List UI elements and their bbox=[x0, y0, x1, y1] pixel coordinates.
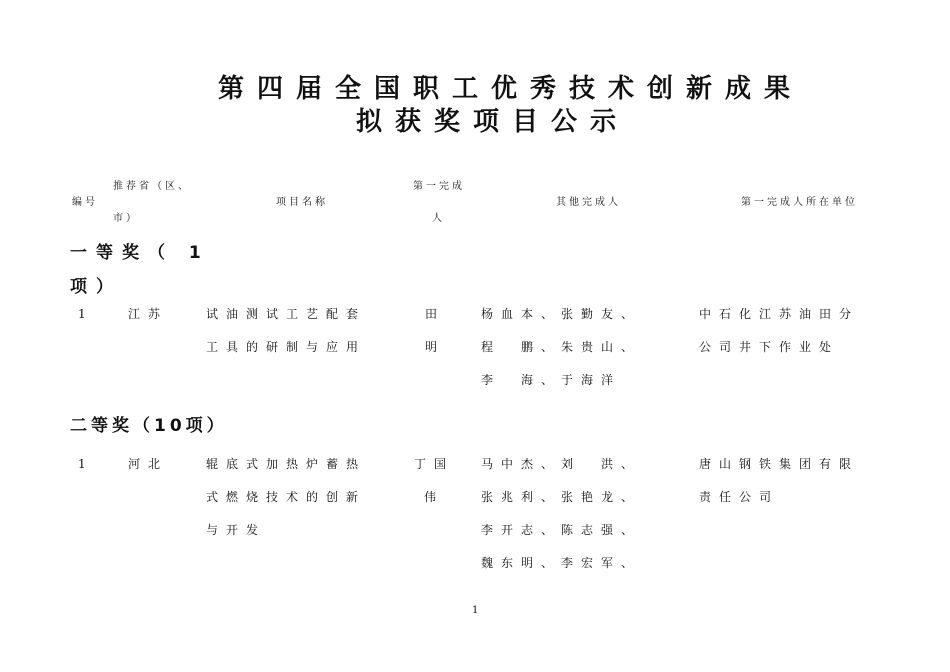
header-first-person-line2: 人 bbox=[432, 213, 445, 224]
header-province-line1: 推荐省（区、 bbox=[113, 181, 191, 192]
section-heading-first-prize-line2: 项） bbox=[70, 277, 122, 297]
header-province-line2: 市） bbox=[113, 213, 139, 224]
row-others-line3: 李开志、陈志强、 bbox=[481, 523, 642, 537]
document-title-line2: 拟获奖项目公示 bbox=[356, 107, 630, 137]
row-project-line2: 工具的研制与应用 bbox=[206, 340, 367, 354]
row-person-line1: 丁国 bbox=[414, 457, 455, 471]
row-others-line2: 张兆利、张艳龙、 bbox=[481, 490, 642, 504]
table-row bbox=[0, 298, 950, 398]
row-others-line1: 马中杰、刘 洪、 bbox=[481, 457, 642, 471]
page-number: 1 bbox=[472, 605, 479, 616]
section-heading-first-prize-line1: 一等奖（ 1 bbox=[70, 243, 210, 263]
row-person-line2: 伟 bbox=[424, 490, 445, 504]
row-unit-line2: 责任公司 bbox=[699, 490, 780, 504]
row-project-line1: 试油测试工艺配套 bbox=[206, 307, 367, 321]
row-others-line4: 魏东明、李宏军、 bbox=[481, 556, 642, 570]
row-project-line2: 式燃烧技术的创新 bbox=[206, 490, 367, 504]
row-project-line1: 辊底式加热炉蓄热 bbox=[206, 457, 367, 471]
row-others-line3: 李 海、于海洋 bbox=[481, 373, 622, 387]
row-project-line3: 与开发 bbox=[206, 523, 267, 537]
header-first-person-line1: 第一完成 bbox=[413, 181, 465, 192]
row-province: 江苏 bbox=[128, 307, 169, 321]
row-no: 1 bbox=[78, 307, 94, 321]
row-unit-line2: 公司井下作业处 bbox=[699, 340, 840, 354]
row-unit-line1: 中石化江苏油田分 bbox=[699, 307, 860, 321]
header-no: 编号 bbox=[72, 197, 98, 208]
section-heading-second-prize: 二等奖（10项） bbox=[70, 416, 228, 436]
row-others-line2: 程 鹏、朱贵山、 bbox=[481, 340, 642, 354]
row-no: 1 bbox=[78, 457, 94, 471]
row-others-line1: 杨血本、张勤友、 bbox=[481, 307, 642, 321]
table-row bbox=[0, 448, 950, 588]
header-others: 其他完成人 bbox=[556, 197, 621, 208]
row-unit-line1: 唐山钢铁集团有限 bbox=[699, 457, 860, 471]
row-person-line1: 田 bbox=[425, 307, 446, 321]
row-province: 河北 bbox=[128, 457, 169, 471]
header-project: 项目名称 bbox=[276, 197, 328, 208]
header-unit: 第一完成人所在单位 bbox=[741, 197, 858, 208]
row-person-line2: 明 bbox=[425, 340, 446, 354]
document-title-line1: 第四届全国职工优秀技术创新成果 bbox=[218, 74, 804, 104]
